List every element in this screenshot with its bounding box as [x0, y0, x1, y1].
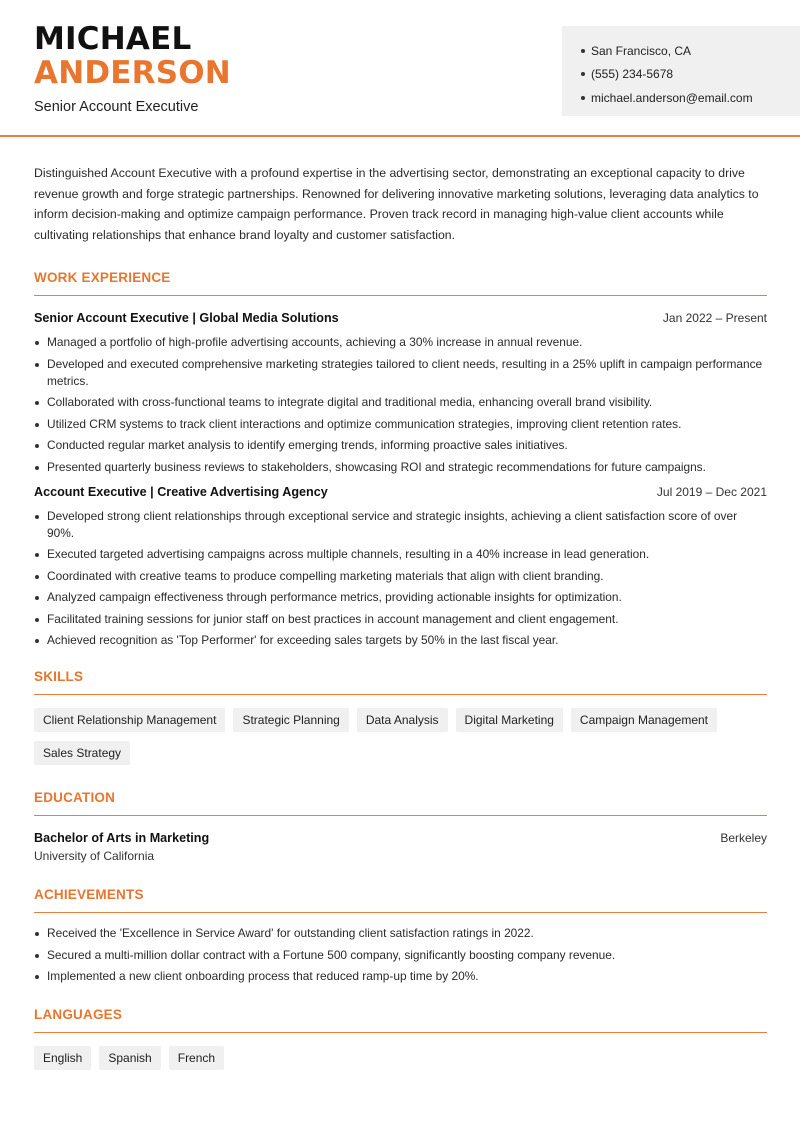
education-entry: [34, 831, 767, 863]
list-item: Collaborated with cross-functional teams to integrate digital and traditional media, enhancing overall brand visibility.: [34, 394, 767, 411]
job-role: Account Executive | Creative Advertising Agency: [34, 484, 328, 499]
job-dates: Jan 2022 – Present: [662, 311, 767, 325]
list-item: Utilized CRM systems to track client interactions and optimize communication strategies, improving client retention rates.: [34, 416, 767, 433]
bullet-icon: [581, 72, 585, 76]
list-item: Achieved recognition as 'Top Performer' for exceeding sales targets by 50% in the last fiscal year.: [34, 632, 767, 649]
language-tag: French: [169, 1046, 224, 1070]
contact-text: (555) 234-5678: [591, 67, 674, 82]
candidate-name: [34, 22, 231, 90]
last-name: ANDERSON: [34, 55, 231, 91]
skill-tag: Campaign Management: [571, 708, 717, 732]
list-item: Executed targeted advertising campaigns across multiple channels, resulting in a 40% increase in lead generation.: [34, 546, 767, 563]
degree: Bachelor of Arts in Marketing: [34, 831, 210, 845]
job-dates: Jul 2019 – Dec 2021: [656, 484, 767, 499]
section-title-skills: SKILLS: [34, 669, 767, 695]
skills-section: [34, 669, 767, 765]
skills-tags: [34, 708, 767, 765]
summary: Distinguished Account Executive with a profound expertise in the advertising sector, demonstrating an exceptional capacity to drive revenue growth and forge strategic partnerships. Renowned for delivering innovative marketing solutions, leveraging data analytics to inform decision-making and optimize campaign performance. Proven track record in managing high-value client accounts while cultivating relationships that enhance brand loyalty and customer satisfaction.: [34, 166, 759, 242]
language-tag: Spanish: [99, 1046, 160, 1070]
list-item: Received the 'Excellence in Service Award' for outstanding client satisfaction ratings in 2022.: [34, 925, 767, 942]
bullet-icon: [581, 49, 585, 53]
job-title: Senior Account Executive: [34, 99, 199, 115]
first-name: MICHAEL: [34, 21, 192, 57]
skill-tag: Client Relationship Management: [34, 708, 225, 732]
section-title-education: EDUCATION: [34, 790, 767, 816]
skill-tag: Digital Marketing: [456, 708, 563, 732]
list-item: Presented quarterly business reviews to stakeholders, showcasing ROI and strategic recommendations for future campaigns.: [34, 459, 767, 476]
list-item: Managed a portfolio of high-profile advertising accounts, achieving a 30% increase in annual revenue.: [34, 334, 767, 351]
education-section: [34, 790, 767, 863]
list-item: Conducted regular market analysis to identify emerging trends, informing proactive sales initiatives.: [34, 437, 767, 454]
contact-phone: [581, 63, 800, 87]
skill-tag: Strategic Planning: [233, 708, 348, 732]
list-item: Coordinated with creative teams to produce compelling marketing materials that align with client branding.: [34, 568, 767, 585]
language-tags: [34, 1046, 767, 1070]
bullet-icon: [581, 96, 585, 100]
list-item: Facilitated training sessions for junior staff on best practices in account management and client engagement.: [34, 611, 767, 628]
resume-body: [34, 163, 767, 1070]
resume-header: [0, 0, 800, 137]
list-item: Secured a multi-million dollar contract with a Fortune 500 company, significantly boosting company revenue.: [34, 947, 767, 964]
job-entry: [34, 485, 767, 650]
achievements-section: [34, 887, 767, 985]
skill-tag: Sales Strategy: [34, 741, 130, 765]
contact-text: San Francisco, CA: [591, 43, 692, 58]
contact-email[interactable]: [581, 86, 800, 110]
skill-tag: Data Analysis: [357, 708, 448, 732]
contact-box: [562, 26, 800, 116]
job-role: Senior Account Executive | Global Media Solutions: [34, 311, 339, 325]
section-title-languages: LANGUAGES: [34, 1007, 767, 1033]
list-item: Developed and executed comprehensive marketing strategies tailored to client needs, resulting in a 25% uplift in campaign performance metrics.: [34, 356, 767, 390]
languages-section: [34, 1007, 767, 1070]
section-title-work: WORK EXPERIENCE: [34, 270, 767, 296]
education-location: Berkeley: [720, 831, 767, 845]
list-item: Developed strong client relationships through exceptional service and strategic insights, achieving a client satisfaction score of over 90%.: [34, 508, 767, 542]
language-tag: English: [34, 1046, 91, 1070]
achievement-bullets: [34, 925, 767, 985]
job-bullets: [34, 334, 767, 476]
work-section: [34, 270, 767, 649]
job-bullets: [34, 508, 767, 650]
list-item: Analyzed campaign effectiveness through performance metrics, providing actionable insights for optimization.: [34, 589, 767, 606]
contact-location: [581, 39, 800, 63]
section-title-achievements: ACHIEVEMENTS: [34, 887, 767, 913]
job-entry: [34, 311, 767, 476]
contact-text[interactable]: michael.anderson@email.com: [591, 90, 753, 105]
list-item: Implemented a new client onboarding process that reduced ramp-up time by 20%.: [34, 968, 767, 985]
school: University of California: [34, 849, 155, 863]
